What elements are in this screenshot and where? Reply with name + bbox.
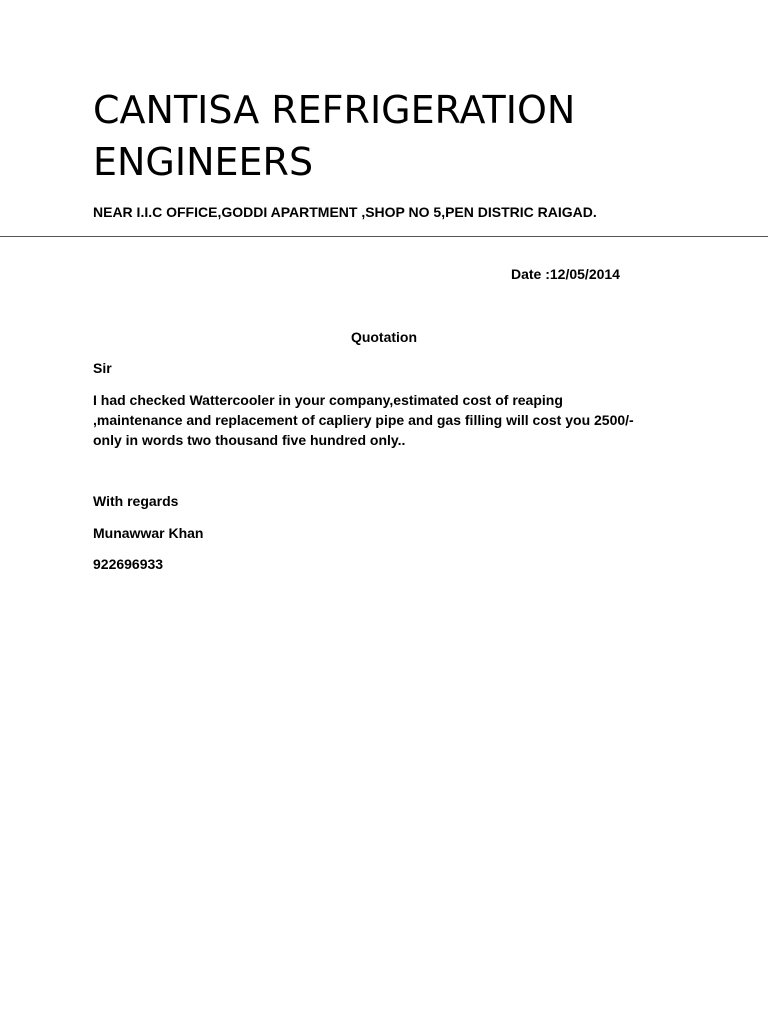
letterhead-divider [0, 236, 768, 237]
signer-phone: 922696933 [93, 556, 164, 572]
letter-closing: With regards [93, 493, 179, 509]
company-name: CANTISA REFRIGERATION ENGINEERS [93, 88, 576, 184]
letter-heading: Quotation [350, 329, 418, 345]
letter-body: I had checked Wattercooler in your company,estimated cost of reaping ,maintenance and replacement of capliery pipe and gas filling will cost you 2500/- only in words two thousand five hundred only.. [93, 392, 634, 448]
signer-name: Munawwar Khan [93, 525, 204, 541]
company-address: NEAR I.I.C OFFICE,GODDI APARTMENT ,SHOP NO 5,PEN DISTRIC RAIGAD. [93, 204, 597, 220]
letter-salutation: Sir [93, 360, 112, 376]
letter-date: Date :12/05/2014 [511, 266, 620, 282]
